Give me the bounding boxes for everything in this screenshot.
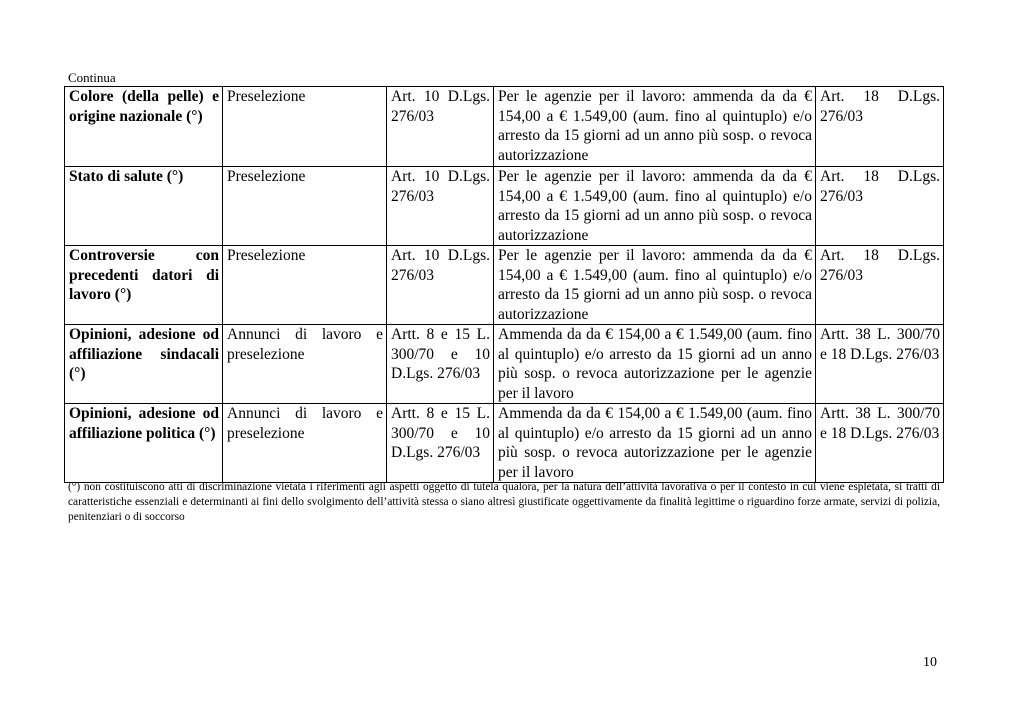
sanction-cell: Per le agenzie per il lavoro: ammenda da da € 154,00 a € 1.549,00 (aum. fino al quintuplo) e/o arresto da 15 giorni ad un anno più sosp. o revoca autorizzazione [494,246,816,325]
phase-cell: Annunci di lavoro e preselezione [223,325,387,404]
violated-norm-cell: Artt. 8 e 15 L. 300/70 e 10 D.Lgs. 276/03 [387,325,494,404]
protected-data-cell: Opinioni, adesione od affiliazione sindacali (°) [65,325,223,404]
violated-norm-cell: Art. 10 D.Lgs. 276/03 [387,87,494,167]
sanction-cell: Per le agenzie per il lavoro: ammenda da da € 154,00 a € 1.549,00 (aum. fino al quintuplo) e/o arresto da 15 giorni ad un anno più sosp. o revoca autorizzazione [494,87,816,167]
phase-cell: Preselezione [223,246,387,325]
sanctioning-norm-cell: Artt. 38 L. 300/70 e 18 D.Lgs. 276/03 [816,325,944,404]
table-row [65,246,944,325]
sanctioning-norm-cell: Art. 18 D.Lgs. 276/03 [816,167,944,246]
table-row [65,167,944,246]
sanction-cell: Per le agenzie per il lavoro: ammenda da da € 154,00 a € 1.549,00 (aum. fino al quintuplo) e/o arresto da 15 giorni ad un anno più sosp. o revoca autorizzazione [494,167,816,246]
table-row [65,404,944,483]
protected-data-cell: Stato di salute (°) [65,167,223,246]
footnote: (°) non costituiscono atti di discriminazione vietata i riferimenti agli aspetti oggetto di tutela qualora, per la natura dell’attività lavorativa o per il contesto in cui viene espletata, si tratti di caratteristiche essenziali e determinanti ai fini dello svolgimento dell’attività stessa o siano altresì giustificate oggettivamente da finalità legittime o riguardino forze armate, servizi di polizia, penitenziari o di soccorso [68,481,940,523]
table-row [65,325,944,404]
violated-norm-cell: Artt. 8 e 15 L. 300/70 e 10 D.Lgs. 276/03 [387,404,494,483]
sanction-cell: Ammenda da da € 154,00 a € 1.549,00 (aum. fino al quintuplo) e/o arresto da 15 giorni ad un anno più sosp. o revoca autorizzazione per le agenzie per il lavoro [494,325,816,404]
sanction-cell: Ammenda da da € 154,00 a € 1.549,00 (aum. fino al quintuplo) e/o arresto da 15 giorni ad un anno più sosp. o revoca autorizzazione per le agenzie per il lavoro [494,404,816,483]
violated-norm-cell: Art. 10 D.Lgs. 276/03 [387,167,494,246]
sanctioning-norm-cell: Art. 18 D.Lgs. 276/03 [816,246,944,325]
continuation-label: Continua [68,70,116,85]
phase-cell: Preselezione [223,87,387,167]
protected-data-cell: Colore (della pelle) e origine nazionale (°) [65,87,223,167]
sanctioning-norm-cell: Art. 18 D.Lgs. 276/03 [816,87,944,167]
table-row [65,87,944,167]
violations-table [64,86,944,483]
phase-cell: Preselezione [223,167,387,246]
phase-cell: Annunci di lavoro e preselezione [223,404,387,483]
protected-data-cell: Opinioni, adesione od affiliazione politica (°) [65,404,223,483]
violated-norm-cell: Art. 10 D.Lgs. 276/03 [387,246,494,325]
sanctioning-norm-cell: Artt. 38 L. 300/70 e 18 D.Lgs. 276/03 [816,404,944,483]
page-number: 10 [923,655,937,670]
protected-data-cell: Controversie con precedenti datori di lavoro (°) [65,246,223,325]
